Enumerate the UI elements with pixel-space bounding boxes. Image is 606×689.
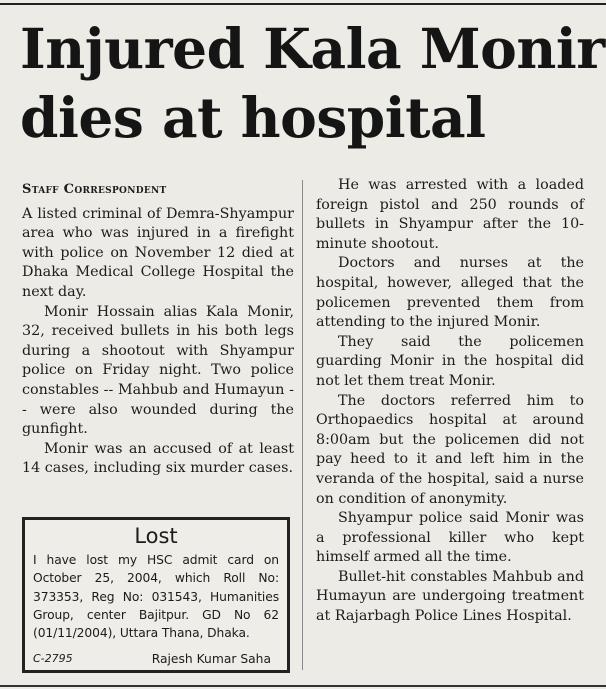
article-column-left: [22, 180, 294, 479]
ad-code: C-2795: [33, 652, 73, 665]
column-divider: [302, 180, 303, 670]
signature: Rajesh Kumar Saha: [151, 652, 271, 666]
paragraph: Bullet-hit constables Mahbub and Humayun are undergoing treatment at Rajarbagh Police Lines Hospital.: [316, 568, 584, 625]
byline: [22, 180, 294, 200]
paragraph: They said the policemen guarding Monir in the hospital did not let them treat Monir.: [316, 333, 584, 389]
lost-notice-body: I have lost my HSC admit card on October 25, 2004, which Roll No: 373353, Reg No: 031543, Humanities Group, center Bajitpur. GD No 62 (01/11/2004), Uttara Thana, Dhaka.: [33, 553, 279, 641]
paragraph: A listed criminal of Demra-Shyampur area who was injured in a firefight with police on November 12 died at Dhaka Medical College Hospital the next day.: [22, 205, 294, 300]
paragraph: Monir Hossain alias Kala Monir, 32, received bullets in his both legs during a shootout with Shyampur police on Friday night. Two police constables -- Mahbub and Humayun -- were also wounded during the gunfight.: [22, 303, 294, 438]
paragraph: Shyampur police said Monir was a professional killer who kept himself armed all the time.: [316, 510, 584, 566]
article-column-right: [316, 176, 584, 627]
bottom-rule: [0, 685, 606, 687]
paragraph: He was arrested with a loaded foreign pistol and 250 rounds of bullets in Shyampur after the 10-minute shootout.: [316, 177, 584, 252]
paragraph: Doctors and nurses at the hospital, however, alleged that the policemen prevented them from attending to the injured Monir.: [316, 255, 584, 331]
lost-notice-box: [22, 517, 290, 673]
top-rule: [0, 3, 606, 5]
paragraph: Monir was an accused of at least 14 cases, including six murder cases.: [22, 440, 294, 477]
lost-notice-title: Lost: [134, 524, 178, 548]
byline-text: Staff Correspondent: [22, 182, 167, 197]
paragraph: The doctors referred him to Orthopaedics hospital at around 8:00am but the policemen did not pay heed to it and left him in the veranda of the hospital, said a nurse on condition of anonymity.: [316, 392, 584, 507]
headline: [20, 14, 605, 152]
headline-line-1: Injured Kala Monir: [20, 16, 605, 81]
headline-line-2: dies at hospital: [20, 85, 486, 150]
